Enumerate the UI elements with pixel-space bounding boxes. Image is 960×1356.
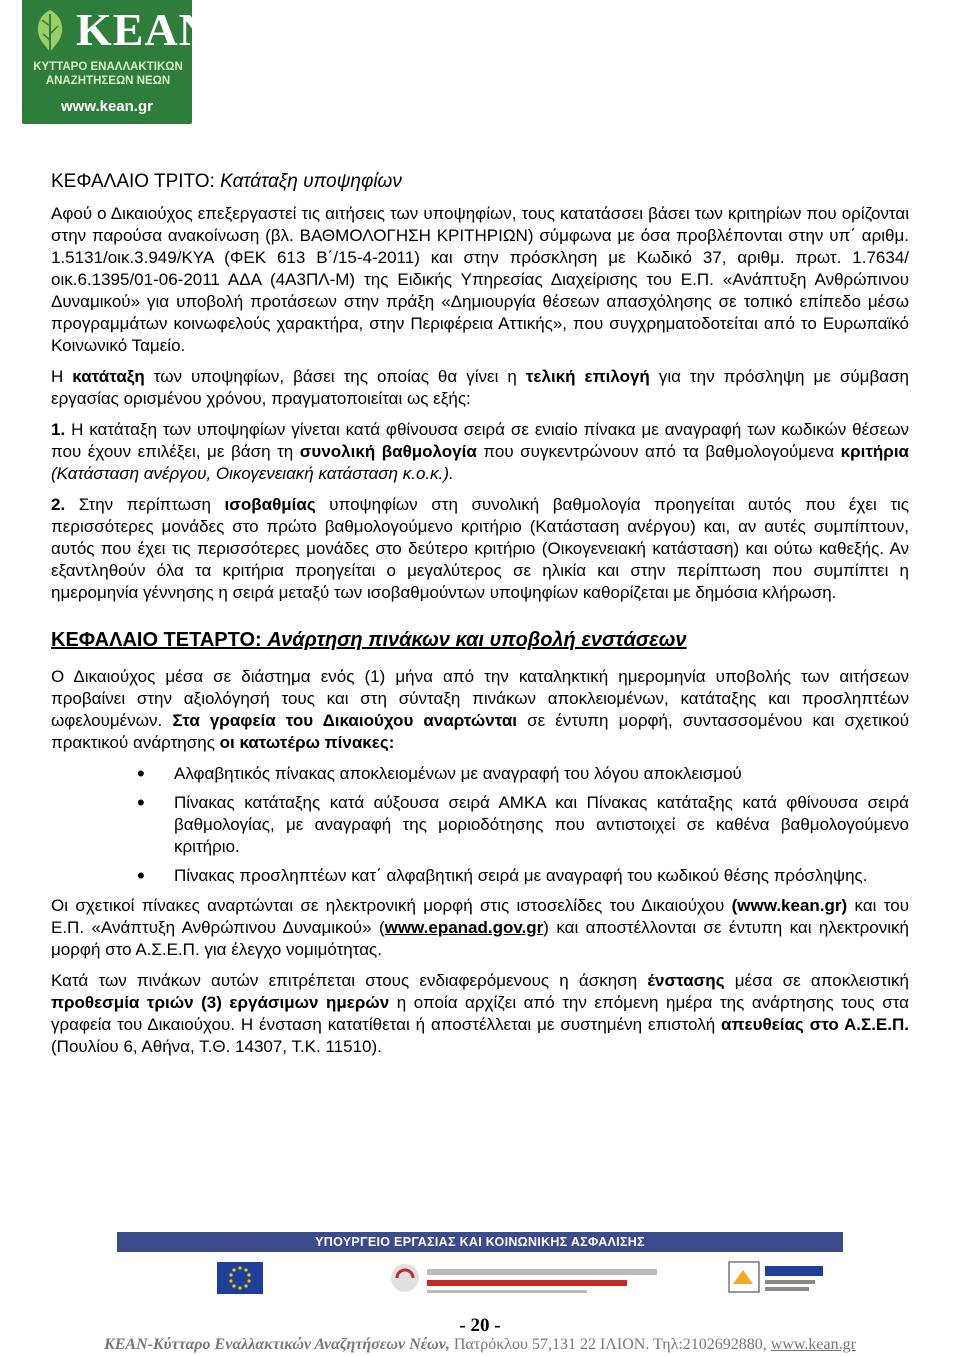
emphasis-ranking: κατάταξη bbox=[72, 367, 145, 386]
list-item: • Αλφαβητικός πίνακας αποκλειομένων με αναγραφή του λόγου αποκλεισμού bbox=[174, 763, 909, 785]
list-item: • Πίνακας κατάταξης κατά αύξουσα σειρά ΑΜΚΑ και Πίνακας κατάταξης κατά φθίνουσα σειρά βαθμολογίας, με αναγραφή της μοριοδότησης που αντιστοιχεί σε καθένα βαθμολογούμενο κριτήριο. bbox=[174, 792, 909, 858]
chapter-4-heading bbox=[51, 628, 909, 652]
espa-logo-icon bbox=[725, 1258, 829, 1298]
logo-name: KEAN bbox=[76, 4, 213, 55]
chapter-3-title: Κατάταξη υποψηφίων bbox=[220, 171, 402, 192]
chapter-4-paragraph-2: Οι σχετικοί πίνακες αναρτώνται σε ηλεκτρονική μορφή στις ιστοσελίδες του Δικαιούχου (www.kean.gr) και του Ε.Π. «Ανάπτυξη Ανθρώπινου Δυναμικού» (www.epanad.gov.gr) και αποστέλλονται σε έντυπη και ηλεκτρονική μορφή στο Α.Σ.Ε.Π. για έλεγχο νομιμότητας. bbox=[51, 896, 909, 959]
document-body bbox=[51, 170, 909, 1067]
kean-link[interactable]: (www.kean.gr) bbox=[731, 896, 848, 915]
logo-subtitle: ΚΥΤΤΑΡΟ ΕΝΑΛΛΑΚΤΙΚΩΝ ΑΝΑΖΗΤΗΣΕΩΝ ΝΕΩΝ bbox=[33, 61, 183, 87]
chapter-3-paragraph-2: Η κατάταξη των υποψηφίων, βάσει της οποίας θα γίνει η τελική επιλογή για την πρόσληψη με σύμβαση εργασίας ορισμένου χρόνου, πραγματοποιείται ως εξής: bbox=[51, 367, 910, 408]
page-footer bbox=[0, 1336, 960, 1354]
chapter-3-item-2: 2. Στην περίπτωση ισοβαθμίας υποψηφίων στη συνολική βαθμολογία προηγείται αυτός που έχει τις περισσότερες μονάδες στο πρώτο βαθμολογούμενο κριτήριο (Κατάσταση ανέργου) και, αν αυτές συμπίπτουν, αυτός που έχει τις περισσότερες μονάδες στο δεύτερο κριτήριο (Οικογενειακή κατάσταση) και ούτω καθεξής. Αν εξαντληθούν όλα τα κριτήρια προηγείται ο μεγαλύτερος σε ηλικία και στην περίπτωση που συμπίπτει η ημερομηνία γέννησης η σειρά μεταξύ των ισοβαθμούντων υποψηφίων καθορίζεται με δημόσια κλήρωση. bbox=[51, 495, 910, 602]
chapter-4-title: Ανάρτηση πινάκων και υποβολή ενστάσεων bbox=[267, 629, 687, 651]
epanad-logo-icon bbox=[387, 1260, 687, 1296]
item-number: 1. bbox=[51, 420, 66, 439]
ministry-title: ΥΠΟΥΡΓΕΙΟ ΕΡΓΑΣΙΑΣ ΚΑΙ ΚΟΙΝΩΝΙΚΗΣ ΑΣΦΑΛΙΣΗΣ bbox=[117, 1232, 843, 1252]
chapter-3-item-1: 1. Η κατάταξη των υποψηφίων γίνεται κατά φθίνουσα σειρά σε ενιαίο πίνακα με αναγραφή των κωδικών θέσεων που έχουν επιλέξει, με βάση τη συνολική βαθμολογία που συγκεντρώνουν από τα βαθμολογούμενα κριτήρια (Κατάσταση ανέργου, Οικογενειακή κατάσταση κ.ο.κ.). bbox=[51, 420, 909, 483]
footer-org: ΚΕΑΝ-Κύτταρο Εναλλακτικών Αναζητήσεων Νέων, bbox=[104, 1336, 450, 1353]
chapter-4-paragraph-3: Κατά των πινάκων αυτών επιτρέπεται στους ενδιαφερόμενους η άσκηση ένστασης μέσα σε αποκλειστική προθεσμία τριών (3) εργάσιμων ημερών η οποία αρχίζει από την επόμενη ημέρα της ανάρτησης τους στα γραφεία του Δικαιούχου. Η ένσταση κατατίθεται ή αποστέλλεται με συστημένη επιστολή απευθείας στο Α.Σ.Ε.Π. (Πουλίου 6, Αθήνα, Τ.Θ. 14307, Τ.Κ. 11510). bbox=[51, 971, 910, 1056]
list-item: • Πίνακας προσληπτέων κατ΄ αλφαβητική σειρά με αναγραφή του κωδικού θέσης πρόσληψης. bbox=[174, 865, 909, 887]
chapter-3-label: ΚΕΦΑΛΑΙΟ ΤΡΙΤΟ: bbox=[51, 171, 221, 192]
funding-band bbox=[117, 1232, 843, 1304]
chapter-4-paragraph-1: Ο Δικαιούχος μέσα σε διάστημα ενός (1) μήνα από την καταληκτική ημερομηνία υποβολής των αιτήσεων προβαίνει στην αξιολόγησή τους και στη σύνταξη πινάκων αποκλειομένων, κατάταξης και προσληπτέων ωφελουμένων. Στα γραφεία του Δικαιούχου αναρτώνται σε έντυπη μορφή, συντασσομένου και σχετικού πρακτικού ανάρτησης οι κατωτέρω πίνακες: bbox=[51, 667, 909, 752]
chapter-4-label: ΚΕΦΑΛΑΙΟ ΤΕΤΑΡΤΟ: bbox=[51, 629, 268, 651]
chapter-3-heading bbox=[51, 170, 909, 194]
epanad-link[interactable]: www.epanad.gov.gr bbox=[384, 918, 544, 937]
kean-logo bbox=[22, 0, 213, 124]
tables-list bbox=[51, 763, 909, 887]
page-number: - 20 - bbox=[459, 1315, 501, 1336]
chapter-3-paragraph-1: Αφού ο Δικαιούχος επεξεργαστεί τις αιτήσεις των υποψηφίων, τους κατατάσσει βάσει των κριτηρίων που ορίζονται στην παρούσα ανακοίνωση (βλ. ΒΑΘΜΟΛΟΓΗΣΗ ΚΡΙΤΗΡΙΩΝ) σύμφωνα με όσα προβλέπονται στην υπ΄ αριθμ. 1.5131/οικ.3.949/ΚΥΑ (ΦΕΚ 613 Β΄/15-4-2011) και στην πρόσκληση με Κωδικό 37, αριθμ. πρωτ. 1.7634/ οικ.6.1395/01-06-2011 ΑΔΑ (4Α3ΠΛ-Μ) της Ειδικής Υπηρεσίας Διαχείρισης του Ε.Π. «Ανάπτυξη Ανθρώπινου Δυναμικού» για υποβολή προτάσεων στην πράξη «Δημιουργία θέσεων απασχόλησης σε τοπικό επίπεδο μέσω προγραμμάτων κοινωφελούς χαρακτήρα, στην Περιφέρεια Αττικής», που συγχρηματοδοτείται από το Ευρωπαϊκό Κοινωνικό Ταμείο. bbox=[51, 204, 909, 355]
footer-url-link[interactable]: www.kean.gr bbox=[770, 1336, 856, 1353]
footer-address: Πατρόκλου 57,131 22 ΙΛΙΟΝ. Τηλ:2102692880, bbox=[449, 1336, 771, 1353]
logo-url: www.kean.gr bbox=[61, 98, 153, 115]
emphasis-final-selection: τελική επιλογή bbox=[525, 367, 650, 386]
item-number: 2. bbox=[51, 495, 66, 514]
eu-flag-icon bbox=[217, 1262, 263, 1294]
tree-leaf-icon bbox=[28, 6, 72, 56]
funding-logos bbox=[117, 1252, 843, 1304]
